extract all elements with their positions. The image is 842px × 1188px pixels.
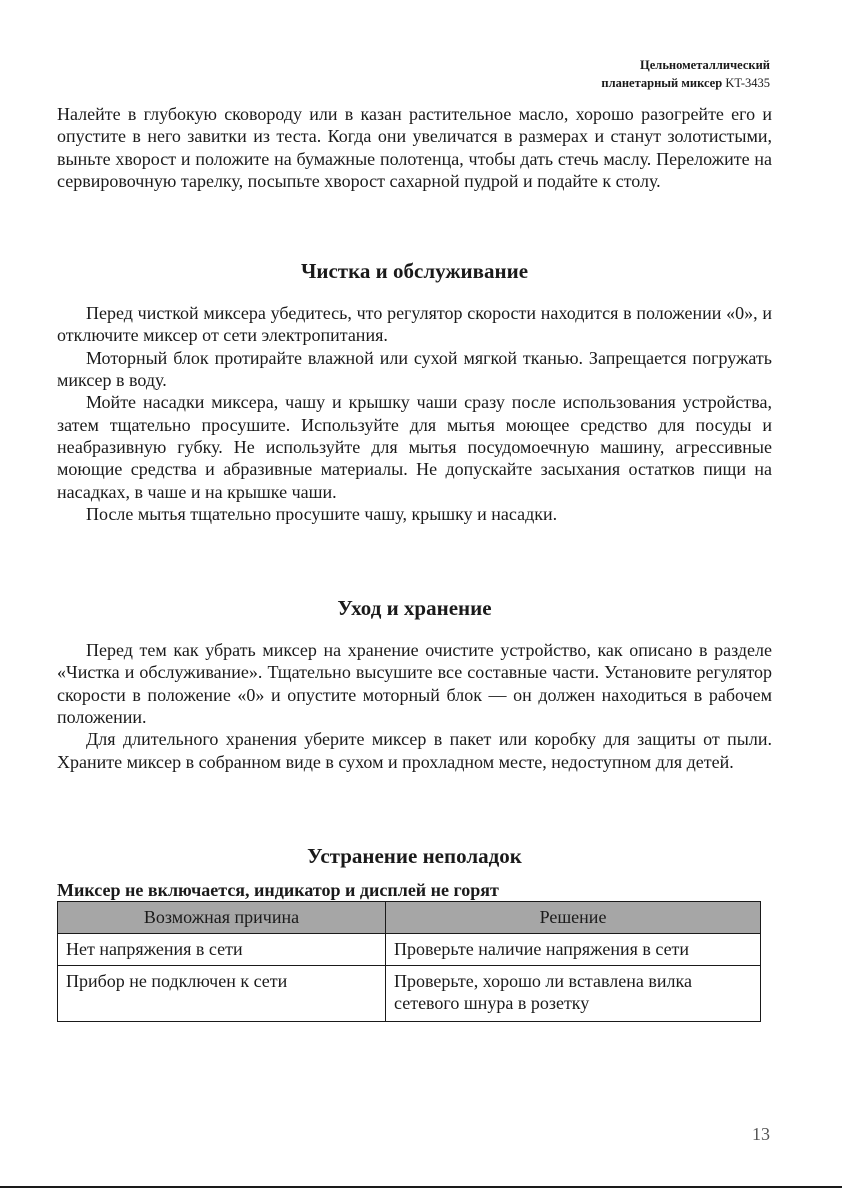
cleaning-paragraph: Мойте насадки миксера, чашу и крышку чаши сразу после использования устройства, затем тщательно просушите. Используйте для мытья моющее средство для посуды и неабразивную губку. Не используйте для мытья посудомоечную машину, агрессивные моющие средства и абразивные материалы. Не допускайте засыхания остатков пищи на насадках, в чаше и на крышке чаши. (57, 392, 772, 502)
running-header (601, 56, 770, 92)
storage-paragraph: Перед тем как убрать миксер на хранение очистите устройство, как описано в разделе «Чистка и обслуживание». Тщательно высушите все составные части. Установите регулятор скорости в положение «0» и опустите моторный блок — он должен находиться в рабочем положении. (57, 640, 772, 728)
cleaning-paragraph: Моторный блок протирайте влажной или сухой мягкой тканью. Запрещается погружать миксер в воду. (57, 347, 772, 391)
cause-cell: Прибор не подключен к сети (58, 966, 386, 1022)
table-row (58, 966, 761, 1022)
column-header-solution: Решение (386, 902, 761, 934)
header-line1: Цельнометаллический (640, 58, 770, 72)
cleaning-paragraph: Перед чисткой миксера убедитесь, что регулятор скорости находится в положении «0», и отключите миксер от сети электропитания. (57, 303, 772, 346)
troubleshooting-title: Устранение неполадок (307, 843, 522, 868)
problem-heading: Миксер не включается, индикатор и дисплей не горят (57, 879, 499, 900)
storage-title: Уход и хранение (337, 596, 492, 621)
header-line2: планетарный миксер (601, 76, 723, 90)
storage-paragraph: Для длительного хранения уберите миксер в пакет или коробку для защиты от пыли. Храните миксер в собранном виде в сухом и прохладном месте, недоступном для детей. (57, 729, 772, 772)
table-header-row (58, 902, 761, 934)
cause-cell: Нет напряжения в сети (58, 934, 386, 966)
solution-cell: Проверьте, хорошо ли вставлена вилка сетевого шнура в розетку (386, 966, 761, 1022)
intro-paragraph: Налейте в глубокую сковороду или в казан растительное масло, хорошо разогрейте его и опустите в него завитки из теста. Когда они увеличатся в размерах и станут золотистыми, выньте хворост и положите на бумажные полотенца, чтобы дать стечь маслу. Переложите на сервировочную тарелку, посыпьте хворост сахарной пудрой и подайте к столу. (57, 104, 772, 191)
header-model: KT-3435 (725, 76, 770, 90)
solution-cell: Проверьте наличие напряжения в сети (386, 934, 761, 966)
table-row (58, 934, 761, 966)
page-content (57, 103, 772, 1022)
troubleshooting-table (57, 901, 761, 1022)
column-header-cause: Возможная причина (58, 902, 386, 934)
cleaning-paragraph: После мытья тщательно просушите чашу, крышку и насадки. (86, 503, 558, 524)
cleaning-title: Чистка и обслуживание (300, 259, 529, 284)
page-number: 13 (752, 1124, 770, 1144)
